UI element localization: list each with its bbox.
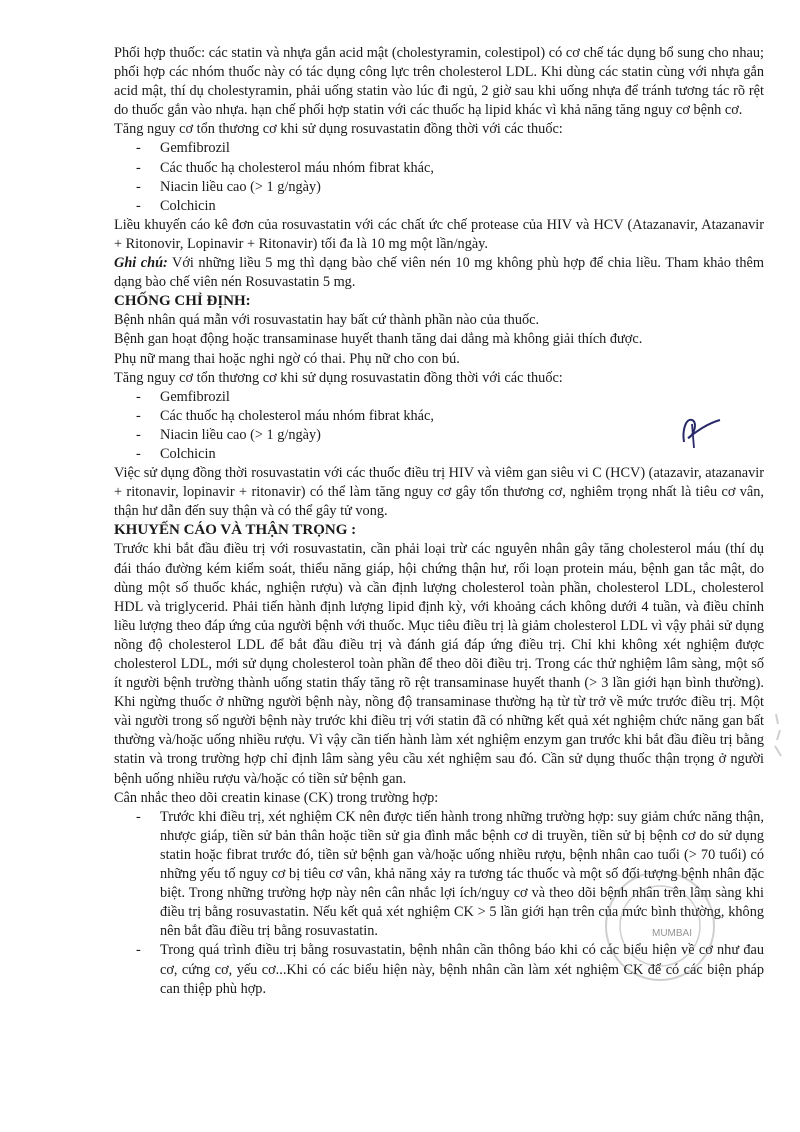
list-item: - Các thuốc hạ cholesterol máu nhóm fibrat khác,: [114, 159, 764, 178]
warnings-heading: KHUYẾN CÁO VÀ THẬN TRỌNG :: [114, 522, 357, 539]
contraindication-3: Phụ nữ mang thai hoặc nghi ngờ có thai. Phụ nữ cho con bú.: [114, 350, 460, 367]
note-label: Ghi chú:: [114, 255, 168, 272]
contraindication-4: Tăng nguy cơ tổn thương cơ khi sử dụng rosuvastatin đồng thời với các thuốc:: [114, 369, 563, 386]
contraindication-5: Việc sử dụng đồng thời rosuvastatin với các thuốc điều trị HIV và viêm gan siêu vi C (HCV) (atazavir, atazanavir + ritonavir, lopinavir + ritonavir) có thể làm tăng nguy cơ gây tổn thương cơ, nghiêm trọng nhất là tiêu cơ vân, thận hư dẫn đến suy thận và có thể gây tử vong.: [114, 465, 764, 520]
contraindication-1: Bệnh nhân quá mẫn với rosuvastatin hay bất cứ thành phần nào của thuốc.: [114, 312, 540, 329]
ck-monitoring-intro: Cân nhắc theo dõi creatin kinase (CK) trong trường hợp:: [114, 789, 439, 806]
warnings-paragraph: Trước khi bắt đầu điều trị với rosuvastatin, cần phải loại trừ các nguyên nhân gây tăng cholesterol máu (thí dụ đái tháo đường kém kiểm soát, thiểu năng giáp, hội chứng thận hư, rối loạn protein máu, bệnh gan tắc mật, do dùng một số thuốc khác, nghiện rượu) và cần định lượng cholesterol toàn phần, cholesterol LDL, cholesterol HDL và triglycerid. Phải tiến hành định lượng lipid định kỳ, với khoảng cách không dưới 4 tuần, và điều chỉnh liều lượng theo đáp ứng của người bệnh với thuốc. Mục tiêu điều trị là giảm cholesterol LDL vì vậy phải sử dụng nồng độ cholesterol LDL để bắt đầu điều trị và đánh giá đáp ứng điều trị. Chỉ khi không xét nghiệm được cholesterol LDL, mới sử dụng cholesterol toàn phần để theo dõi điều trị. Trong các thử nghiệm lâm sàng, một số ít người bệnh trường thành uống statin thấy tăng rõ rệt transaminase huyết thanh (> 3 lần giới hạn bình thường). Khi ngừng thuốc ở những người bệnh này, nồng độ transaminase thường hạ từ từ trở về mức trước điều trị. Một vài người trong số người bệnh này trước khi điều trị với statin đã có những kết quả xét nghiệm chức năng gan bất thường và/hoặc uống nhiều rượu. Vì vậy cần tiến hành làm xét nghiệm enzym gan trước khi bắt đầu điều trị bằng statin và trong trường hợp chỉ định lâm sàng yêu cầu xét nghiệm sau đó. Cần sử dụng thuốc thận trọng ở người bệnh uống nhiều rượu và/hoặc có tiền sử bệnh gan.: [114, 541, 764, 787]
myopathy-risk-intro: Tăng nguy cơ tổn thương cơ khi sử dụng rosuvastatin đồng thời với các thuốc:: [114, 121, 563, 138]
protease-dose-paragraph: Liều khuyến cáo kê đơn của rosuvastatin với các chất ức chế protease của HIV và HCV (Atazanavir, Atazanavir + Ritonovir, Lopinavir + Ritonavir) tối đa là 10 mg một lần/ngày.: [114, 216, 764, 252]
list-item: - Gemfibrozil: [114, 388, 764, 407]
contraindications-heading: CHỐNG CHỈ ĐỊNH:: [114, 293, 251, 310]
handwritten-signature-icon: [676, 412, 726, 452]
interaction-list-2: [114, 388, 764, 464]
list-item: - Niacin liều cao (> 1 g/ngày): [114, 178, 764, 197]
list-item: - Niacin liều cao (> 1 g/ngày): [114, 426, 764, 445]
note-text: Với những liều 5 mg thì dạng bào chế viên nén 10 mg không phù hợp để chia liều. Tham khảo thêm dạng bào chế viên nén Rosuvastatin 5 mg.: [114, 255, 764, 291]
list-item: - Trong quá trình điều trị bằng rosuvastatin, bệnh nhân cần thông báo khi có các biểu hiện về cơ như đau cơ, cứng cơ, yếu cơ...Khi có các biểu hiện này, bệnh nhân cần làm xét nghiệm CK để có các biện pháp can thiệp phù hợp.: [114, 941, 764, 998]
list-item: - Gemfibrozil: [114, 139, 764, 158]
list-item: - Colchicin: [114, 197, 764, 216]
stamp-text: MUMBAI: [652, 928, 692, 939]
document-page: [114, 44, 764, 999]
list-item: - Trước khi điều trị, xét nghiệm CK nên được tiến hành trong những trường hợp: suy giảm chức năng thận, nhược giáp, tiền sử bản thân hoặc tiền sử gia đình mắc bệnh cơ di truyền, tiền sử bị bệnh cơ do sử dụng statin hoặc fibrat trước đó, tiền sử bệnh gan và/hoặc uống nhiều rượu, bệnh nhân cao tuổi (> 70 tuổi) có những yếu tố nguy cơ bị tiêu cơ vân, khả năng xảy ra tương tác thuốc và một số đối tượng bệnh nhân đặc biệt. Trong những trường hợp này nên cân nhắc lợi ích/nguy cơ và theo dõi bệnh nhân trên lâm sàng khi điều trị bằng rosuvastatin. Nếu kết quả xét nghiệm CK > 5 lần giới hạn trên của mức bình thường, không nên bắt đầu điều trị bằng rosuvastatin.: [114, 808, 764, 942]
stamp-seal-icon: [600, 866, 720, 986]
note-paragraph: [114, 254, 764, 292]
list-item: - Các thuốc hạ cholesterol máu nhóm fibrat khác,: [114, 407, 764, 426]
list-item: - Colchicin: [114, 445, 764, 464]
edge-mark-icon: [772, 710, 786, 760]
drug-combination-paragraph: Phối hợp thuốc: các statin và nhựa gắn acid mật (cholestyramin, colestipol) có cơ chế tác dụng bổ sung cho nhau; phối hợp các nhóm thuốc này có tác dụng công lực trên cholesterol LDL. Khi dùng các statin cùng với nhựa gắn acid mật, thí dụ cholestyramin, phải uống statin vào lúc đi ngủ, 2 giờ sau khi uống nhựa để tránh tương tác rõ rệt do thuốc gắn vào nhựa. hạn chế phối hợp statin với các thuốc hạ lipid khác vì khả năng tăng nguy cơ bệnh cơ.: [114, 45, 764, 119]
interaction-list-1: [114, 139, 764, 215]
contraindication-2: Bệnh gan hoạt động hoặc transaminase huyết thanh tăng dai dẳng mà không giải thích được.: [114, 331, 643, 348]
